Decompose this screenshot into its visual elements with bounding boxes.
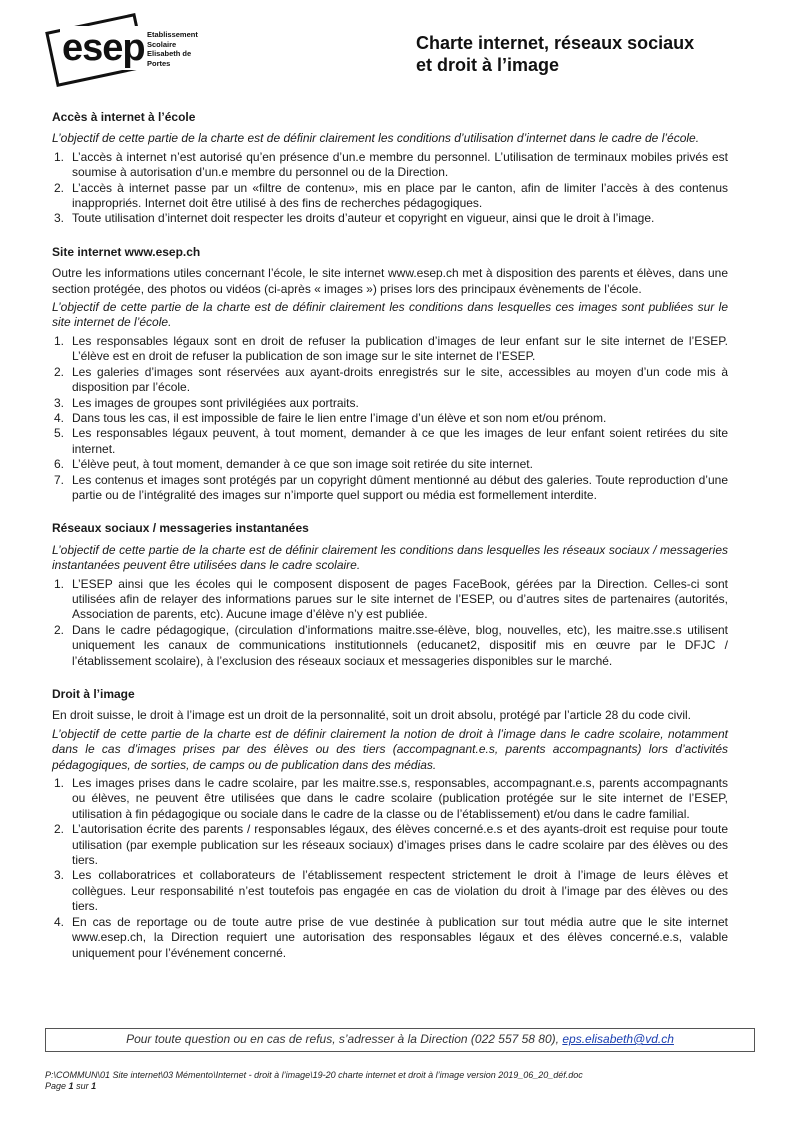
- title-line-2: et droit à l’image: [416, 55, 560, 75]
- file-path: P:\COMMUN\01 Site internet\03 Mémento\Internet - droit à l’image\19-20 charte internet et droit à l’image version 2019_06_20_déf.doc: [45, 1070, 583, 1080]
- list-item-number: 1.: [54, 333, 65, 348]
- list-item: [52, 426, 728, 457]
- file-info: [45, 1070, 583, 1092]
- list-item-text: L’ESEP ainsi que les écoles qui le composent disposent de pages FaceBook, gérées par la Direction. Celles-ci sont utilisées afin de relayer des informations parues sur le site internet de l’ESEP, ou d’autres sites de partenaires (autorités, Association de parents, etc). Aucune image d’élève n’y est publiée.: [72, 576, 728, 622]
- section: [52, 521, 728, 669]
- list-item: [52, 150, 728, 181]
- list-item-text: L’élève peut, à tout moment, demander à ce que son image soit retirée du site internet.: [72, 457, 533, 472]
- list-item-number: 5.: [54, 426, 65, 441]
- numbered-list: [52, 577, 728, 669]
- numbered-list: [52, 334, 728, 503]
- logo-line: Etablissement: [147, 30, 198, 39]
- section-paragraph: En droit suisse, le droit à l’image est un droit de la personnalité, soit un droit absolu, protégé par l’article 28 du code civil.: [52, 708, 692, 723]
- section-heading: Accès à internet à l’école: [52, 110, 196, 124]
- logo-subtitle: [147, 30, 198, 68]
- list-item-number: 4.: [54, 410, 65, 425]
- list-item: [52, 776, 728, 822]
- logo-line: Portes: [147, 58, 171, 68]
- list-item: [52, 457, 728, 472]
- contact-box: [45, 1028, 755, 1052]
- list-item-text: Les contenus et images sont protégés par un copyright dûment mentionné au début des galeries. Toute reproduction d’une partie ou de l’intégralité des images sur n’importe quel support ou média est formellement interdite.: [72, 472, 728, 502]
- numbered-list: [52, 150, 728, 227]
- section-objective: L’objectif de cette partie de la charte est de définir clairement la notion de droit à l’image dans le cadre scolaire, notamment dans le cas d’images prises par des élèves ou des tiers (accompagnant.e.s, parents accompagnants) lors d’activités pédagogiques, de sorties, de camps ou de publication dans des médias.: [52, 726, 728, 772]
- document-title: [416, 32, 756, 76]
- header: [46, 18, 756, 88]
- list-item-text: Dans le cadre pédagogique, (circulation d’informations maitre.sse-élève, blog, nouvelles, etc), les maitre.sse.s utilisent uniquement les canaux de communications institutionnels (educanet2, dispositif mis en œuvre par le DFJC / l’établissement scolaire), à l’exclusion des réseaux sociaux et messageries disponibles sur le marché.: [72, 622, 728, 668]
- list-item-text: L’accès à internet n’est autorisé qu’en présence d’un.e membre du personnel. L’utilisation de terminaux mobiles privés est soumise à autorisation d’un.e membre du personnel ou de la Direction.: [72, 149, 728, 180]
- list-item-number: 3.: [54, 211, 65, 226]
- list-item-text: Les images de groupes sont privilégiées aux portraits.: [72, 395, 359, 410]
- section-objective: L’objectif de cette partie de la charte est de définir clairement les conditions d’utilisation d’internet dans le cadre de l’école.: [52, 131, 700, 146]
- list-item: [52, 365, 728, 396]
- section-heading: Droit à l’image: [52, 687, 135, 701]
- section-heading: Site internet www.esep.ch: [52, 244, 201, 259]
- list-item-text: L’accès à internet passe par un «filtre de contenu», mis en place par le canton, afin de limiter l’accès à des contenus inappropriés. Internet doit être utilisé à des fins de recherches pédagogiques.: [72, 180, 728, 211]
- list-item-number: 2.: [54, 622, 65, 637]
- list-item-text: Dans tous les cas, il est impossible de faire le lien entre l’image d’un élève et son nom et/ou prénom.: [72, 410, 607, 425]
- list-item-number: 7.: [54, 472, 65, 487]
- list-item-number: 4.: [54, 914, 65, 929]
- list-item-text: Les responsables légaux peuvent, à tout moment, demander à ce que les images de leur enfant soient retirées du site internet.: [72, 426, 728, 456]
- list-item-number: 3.: [54, 868, 65, 883]
- list-item-text: En cas de reportage ou de toute autre prise de vue destinée à publication sur tout média autre que le site internet www.esep.ch, la Direction requiert une autorisation des responsables légaux et des élèves concerné.e.s, valable uniquement pour l’événement concerné.: [72, 914, 728, 960]
- list-item-text: Les images prises dans le cadre scolaire, par les maitre.sse.s, responsables, accompagnant.e.s, parents accompagnants ou élèves, ne peuvent être utilisées que dans le cadre scolaire (publication protégée sur le site internet de l’ESEP, utilisation à fin pédagogique ou sociale dans le cadre de la classe ou de l’établissement) et/ou dans le cadre familial.: [72, 776, 728, 821]
- numbered-list: [52, 776, 728, 961]
- section-heading: Réseaux sociaux / messageries instantanées: [52, 521, 309, 536]
- list-item: [52, 915, 728, 961]
- title-line-1: Charte internet, réseaux sociaux: [416, 33, 695, 53]
- list-item-text: Les galeries d’images sont réservées aux ayant-droits enregistrés sur le site, accessibles au moyen d’un code mis à disposition par l’école.: [72, 364, 728, 395]
- logo-line: Elisabeth de: [147, 49, 192, 58]
- document-body: [52, 110, 728, 979]
- list-item: [52, 181, 728, 212]
- list-item-number: 2.: [54, 822, 65, 837]
- list-item-number: 1.: [54, 576, 65, 591]
- list-item-text: Les responsables légaux sont en droit de refuser la publication d’images de leur enfant sur le site internet de l’ESEP. L’élève est en droit de refuser la publication de son image sur le site internet de l’ESEP.: [72, 333, 728, 364]
- list-item: [52, 211, 728, 226]
- section-objective: L’objectif de cette partie de la charte est de définir clairement les conditions dans lesquelles ces images sont publiées sur le site internet de l’école.: [52, 300, 728, 330]
- list-item: [52, 822, 728, 868]
- list-item-number: 2.: [54, 180, 65, 195]
- esep-logo: [46, 18, 216, 88]
- contact-text: Pour toute question ou en cas de refus, s’adresser à la Direction (022 557 58 80),: [126, 1032, 559, 1046]
- list-item-number: 1.: [54, 776, 65, 791]
- list-item: [52, 411, 728, 426]
- list-item-text: L’autorisation écrite des parents / responsables légaux, des élèves concerné.e.s et des ayants-droit est requise pour toute utilisation (par exemple publication sur les réseaux sociaux) d’images prises dans le cadre scolaire par des élèves ou des tiers.: [72, 822, 728, 868]
- section: [52, 110, 728, 227]
- list-item: [52, 473, 728, 504]
- section: [52, 687, 728, 961]
- section-paragraph: Outre les informations utiles concernant l’école, le site internet www.esep.ch met à disposition des parents et élèves, dans une section protégée, des photos ou vidéos (ci-après « images ») prises lors des principaux évènements de l’école.: [52, 266, 728, 296]
- list-item-text: Les collaboratrices et collaborateurs de l’établissement respectent strictement le droit à l’image de leurs élèves et collègues. Leur responsabilité n’est toutefois pas engagée en cas de violation du droit à l’image par des élèves ou des tiers.: [72, 868, 728, 914]
- list-item: [52, 396, 728, 411]
- list-item: [52, 623, 728, 669]
- list-item-text: Toute utilisation d’internet doit respecter les droits d’auteur et copyright en vigueur, ainsi que le droit à l’image.: [72, 211, 655, 226]
- list-item: [52, 868, 728, 914]
- list-item: [52, 577, 728, 623]
- logo-line: Scolaire: [147, 39, 177, 49]
- list-item-number: 3.: [54, 395, 65, 410]
- list-item-number: 6.: [54, 457, 65, 472]
- contact-email-link[interactable]: eps.elisabeth@vd.ch: [562, 1032, 674, 1046]
- list-item: [52, 334, 728, 365]
- section-objective: L’objectif de cette partie de la charte est de définir clairement les conditions dans lesquelles les réseaux sociaux / messageries instantanées peuvent être utilisées dans le cadre scolaire.: [52, 542, 728, 573]
- list-item-number: 1.: [54, 149, 65, 164]
- section: [52, 245, 728, 504]
- page-number: Page 1 sur 1: [45, 1081, 97, 1091]
- list-item-number: 2.: [54, 364, 65, 379]
- logo-wordmark: esep: [62, 27, 145, 69]
